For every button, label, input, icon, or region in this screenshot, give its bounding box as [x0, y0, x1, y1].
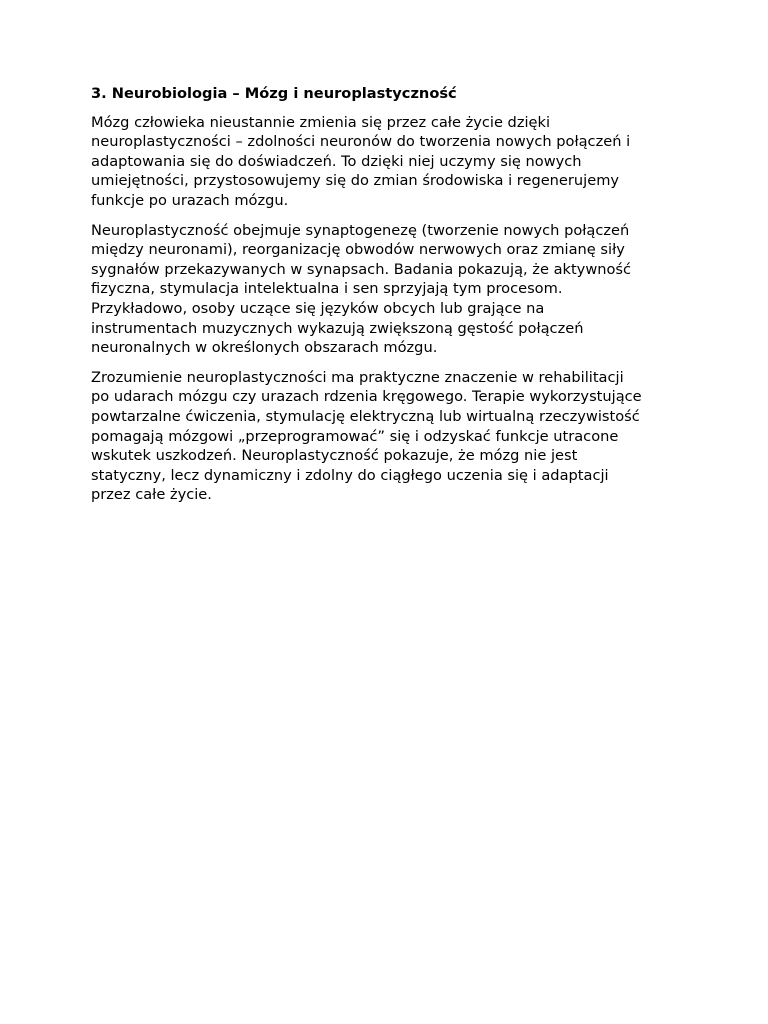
paragraph-2: Neuroplastyczność obejmuje synaptogenezę (tworzenie nowych połączeń między neuronami), reorganizację obwodów nerwowych oraz zmianę siły sygnałów przekazywanych w synapsach. Badania pokazują, że aktywność fizyczna, stymulacja intelektualna i sen sprzyjają tym procesom. Przykładowo, osoby uczące się języków obcych lub grające na instrumentach muzycznych wykazują zwiększoną gęstość połączeń neuronalnych w określonych obszarach mózgu.: [91, 221, 632, 357]
paragraph-1: Mózg człowieka nieustannie zmienia się przez całe życie dzięki neuroplastyczności – zdolności neuronów do tworzenia nowych połączeń i adaptowania się do doświadczeń. To dzięki niej uczymy się nowych umiejętności, przystosowujemy się do zmian środowiska i regenerujemy funkcje po urazach mózgu.: [91, 113, 631, 209]
section-title: 3. Neurobiologia – Mózg i neuroplastyczność: [91, 85, 457, 102]
paragraph-3: Zrozumienie neuroplastyczności ma praktyczne znaczenie w rehabilitacji po udarach mózgu czy urazach rdzenia kręgowego. Terapie wykorzystujące powtarzalne ćwiczenia, stymulację elektryczną lub wirtualną rzeczywistość pomagają mózgowi „przeprogramować” się i odzyskać funkcje utracone wskutek uszkodzeń. Neuroplastyczność pokazuje, że mózg nie jest statyczny, lecz dynamiczny i zdolny do ciągłego uczenia się i adaptacji przez całe życie.: [91, 368, 642, 504]
